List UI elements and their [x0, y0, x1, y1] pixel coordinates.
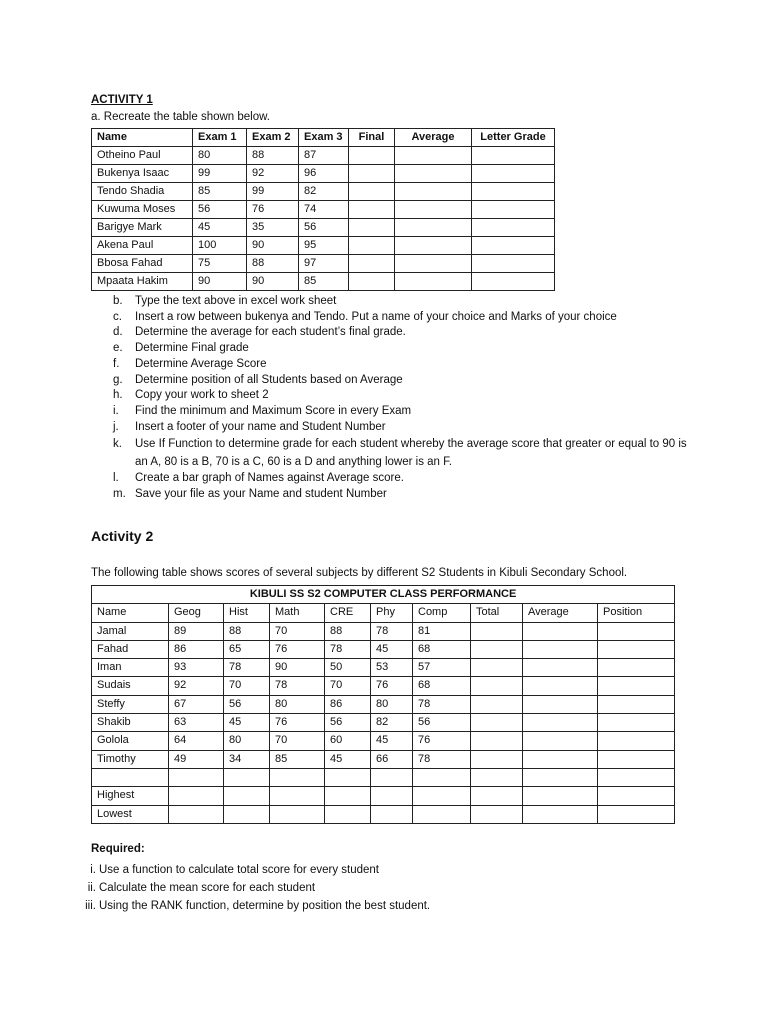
table-cell: Bukenya Isaac [92, 165, 193, 183]
table-cell [395, 255, 472, 273]
table-cell [472, 237, 555, 255]
list-item-label: c. [113, 310, 122, 323]
table-cell [523, 787, 598, 805]
table-cell: Tendo Shadia [92, 183, 193, 201]
list-item-label: i. [113, 404, 119, 417]
table-row [92, 787, 675, 805]
table-cell [472, 273, 555, 291]
table-cell [598, 659, 675, 677]
list-item-text: Insert a footer of your name and Student Number [135, 420, 386, 433]
table-cell [395, 237, 472, 255]
table-cell [523, 768, 598, 786]
table-cell: 99 [193, 165, 247, 183]
table-cell [598, 695, 675, 713]
table-cell [349, 165, 395, 183]
table-cell: 49 [169, 750, 224, 768]
list-item [91, 341, 691, 357]
list-item-label: j. [113, 420, 119, 433]
table-cell [413, 768, 471, 786]
list-item-label: k. [113, 438, 122, 451]
required-list [72, 861, 430, 915]
table-cell: Lowest [92, 805, 169, 823]
table-cell: 66 [371, 750, 413, 768]
activity1-table [91, 128, 555, 291]
list-item-label: b. [113, 295, 123, 307]
table-cell: 75 [193, 255, 247, 273]
table-cell: 53 [371, 659, 413, 677]
table-row [92, 183, 555, 201]
table-cell [598, 805, 675, 823]
table-cell [598, 768, 675, 786]
table-cell [471, 622, 523, 640]
table-cell: 78 [413, 750, 471, 768]
table-cell: 88 [224, 622, 270, 640]
list-item [72, 879, 430, 897]
table-cell: 86 [169, 640, 224, 658]
activity1-title: ACTIVITY 1 [91, 94, 153, 106]
list-item-label: f. [113, 357, 120, 370]
table-cell [349, 147, 395, 165]
table-cell [270, 787, 325, 805]
table-cell [395, 147, 472, 165]
list-item-text: Using the RANK function, determine by position the best student. [99, 900, 431, 912]
table-cell: 56 [193, 201, 247, 219]
table-cell [471, 640, 523, 658]
list-item-text: Save your file as your Name and student Number [135, 488, 387, 501]
table-cell [413, 805, 471, 823]
table-cell: 34 [224, 750, 270, 768]
table-header-row [92, 604, 675, 622]
column-header: Name [92, 129, 193, 147]
table-cell [472, 165, 555, 183]
table-cell [169, 768, 224, 786]
table-cell: 68 [413, 677, 471, 695]
table-cell: 80 [371, 695, 413, 713]
table-cell [523, 677, 598, 695]
column-header: Exam 2 [247, 129, 299, 147]
table-cell: 76 [371, 677, 413, 695]
column-header: Math [270, 604, 325, 622]
table-caption: KIBULI SS S2 COMPUTER CLASS PERFORMANCE [92, 586, 675, 604]
table-cell: 50 [325, 659, 371, 677]
table-cell [472, 201, 555, 219]
table-cell [371, 768, 413, 786]
table-cell: 96 [299, 165, 349, 183]
column-header: Exam 1 [193, 129, 247, 147]
table-cell: 92 [169, 677, 224, 695]
column-header: Name [92, 604, 169, 622]
column-header: Position [598, 604, 675, 622]
table-cell: 78 [371, 622, 413, 640]
table-cell: 97 [299, 255, 349, 273]
list-item-label: d. [113, 326, 123, 339]
table-cell: 70 [224, 677, 270, 695]
table-cell [395, 273, 472, 291]
table-cell [169, 787, 224, 805]
table-cell [325, 768, 371, 786]
table-cell: Kuwuma Moses [92, 201, 193, 219]
table-cell [371, 787, 413, 805]
column-header: Average [395, 129, 472, 147]
table-cell: 87 [299, 147, 349, 165]
list-item-text: Use a function to calculate total score for every student [99, 864, 379, 876]
table-cell: 85 [270, 750, 325, 768]
list-item-text: Determine the average for each student’s final grade. [135, 326, 406, 339]
table-cell [325, 805, 371, 823]
table-cell [472, 255, 555, 273]
table-cell: 93 [169, 659, 224, 677]
table-cell: Golola [92, 732, 169, 750]
table-cell [472, 219, 555, 237]
table-cell [523, 659, 598, 677]
table-cell: 88 [247, 255, 299, 273]
table-cell: 80 [270, 695, 325, 713]
table-cell [472, 147, 555, 165]
table-row [92, 677, 675, 695]
table-cell [598, 677, 675, 695]
column-header: Average [523, 604, 598, 622]
table-cell: 78 [413, 695, 471, 713]
table-cell: Akena Paul [92, 237, 193, 255]
table-cell: 70 [270, 622, 325, 640]
table-row [92, 622, 675, 640]
table-cell: 92 [247, 165, 299, 183]
table-cell [471, 677, 523, 695]
list-item-text: Type the text above in excel work sheet [135, 295, 337, 307]
table-cell [270, 768, 325, 786]
table-cell: 67 [169, 695, 224, 713]
table-cell: 85 [299, 273, 349, 291]
table-cell: 64 [169, 732, 224, 750]
table-cell: 78 [325, 640, 371, 658]
table-cell [598, 714, 675, 732]
table-row [92, 147, 555, 165]
table-cell: Bbosa Fahad [92, 255, 193, 273]
table-cell: Jamal [92, 622, 169, 640]
table-cell: 78 [224, 659, 270, 677]
activity1-steps [91, 294, 691, 503]
table-cell [349, 219, 395, 237]
table-cell: 80 [224, 732, 270, 750]
table-cell [471, 750, 523, 768]
list-item-label: iii. [85, 900, 96, 912]
list-item-label: l. [113, 472, 119, 485]
table-cell [523, 695, 598, 713]
table-row [92, 750, 675, 768]
column-header: CRE [325, 604, 371, 622]
table-cell: 85 [193, 183, 247, 201]
list-item-text: Determine Final grade [135, 342, 249, 355]
table-cell: 100 [193, 237, 247, 255]
table-cell: 82 [371, 714, 413, 732]
table-cell [169, 805, 224, 823]
table-cell: 76 [270, 640, 325, 658]
table-cell: Otheino Paul [92, 147, 193, 165]
column-header: Total [471, 604, 523, 622]
table-cell [224, 805, 270, 823]
table-cell [598, 750, 675, 768]
table-row [92, 273, 555, 291]
list-item [91, 388, 691, 404]
table-row [92, 732, 675, 750]
list-item-label: ii. [87, 882, 96, 894]
list-item [91, 471, 691, 487]
table-cell: 88 [247, 147, 299, 165]
table-cell: 88 [325, 622, 371, 640]
column-header: Phy [371, 604, 413, 622]
column-header: Geog [169, 604, 224, 622]
table-cell [395, 219, 472, 237]
table-row [92, 255, 555, 273]
table-cell: 56 [299, 219, 349, 237]
table-cell [471, 805, 523, 823]
table-cell: 82 [299, 183, 349, 201]
list-item-text: Copy your work to sheet 2 [135, 389, 269, 402]
table-row [92, 219, 555, 237]
table-cell [270, 805, 325, 823]
table-cell [598, 622, 675, 640]
table-cell: 76 [270, 714, 325, 732]
table-row [92, 659, 675, 677]
table-cell: 76 [413, 732, 471, 750]
table-cell: 65 [224, 640, 270, 658]
table-row [92, 201, 555, 219]
table-cell: 35 [247, 219, 299, 237]
table-cell [523, 805, 598, 823]
column-header: Comp [413, 604, 471, 622]
table-cell: 45 [193, 219, 247, 237]
table-cell [471, 787, 523, 805]
table-cell [349, 237, 395, 255]
list-item [91, 310, 691, 326]
table-cell: 86 [325, 695, 371, 713]
table-cell [523, 640, 598, 658]
table-cell: 90 [270, 659, 325, 677]
table-cell: Steffy [92, 695, 169, 713]
table-cell: 90 [193, 273, 247, 291]
activity2-table [91, 585, 675, 824]
table-cell: 68 [413, 640, 471, 658]
table-header-row [92, 129, 555, 147]
table-cell: Highest [92, 787, 169, 805]
table-cell [395, 165, 472, 183]
list-item [91, 404, 691, 420]
list-item-text: Insert a row between bukenya and Tendo. Put a name of your choice and Marks of your choice [135, 310, 617, 323]
table-cell: 56 [325, 714, 371, 732]
table-cell: Iman [92, 659, 169, 677]
list-item-label: i. [90, 864, 96, 876]
table-cell: 76 [247, 201, 299, 219]
table-cell [325, 787, 371, 805]
list-item-text: Calculate the mean score for each student [99, 882, 316, 894]
table-cell: 70 [325, 677, 371, 695]
table-cell [523, 732, 598, 750]
list-item [72, 861, 430, 879]
table-cell [472, 183, 555, 201]
table-cell [471, 768, 523, 786]
list-item [91, 373, 691, 389]
table-cell: 81 [413, 622, 471, 640]
table-cell: 89 [169, 622, 224, 640]
table-cell [598, 732, 675, 750]
table-cell [92, 768, 169, 786]
required-title: Required: [91, 843, 145, 855]
list-item-text: Determine Average Score [135, 357, 267, 370]
table-caption-row [92, 586, 675, 604]
table-cell: 78 [270, 677, 325, 695]
list-item-label: h. [113, 389, 123, 402]
table-cell: Mpaata Hakim [92, 273, 193, 291]
table-row [92, 695, 675, 713]
list-item-label: m. [113, 488, 126, 501]
table-cell [349, 273, 395, 291]
table-cell [598, 787, 675, 805]
list-item [91, 357, 691, 373]
table-cell: Timothy [92, 750, 169, 768]
table-cell: 99 [247, 183, 299, 201]
table-cell [395, 201, 472, 219]
table-row [92, 640, 675, 658]
table-row [92, 237, 555, 255]
activity2-title: Activity 2 [91, 528, 154, 544]
table-cell [471, 732, 523, 750]
table-cell [349, 201, 395, 219]
table-cell: 63 [169, 714, 224, 732]
table-cell: 56 [413, 714, 471, 732]
column-header: Hist [224, 604, 270, 622]
table-cell [471, 659, 523, 677]
table-cell: 45 [371, 732, 413, 750]
list-item-label: e. [113, 342, 123, 355]
list-item-text: Find the minimum and Maximum Score in every Exam [135, 404, 412, 417]
table-cell: 57 [413, 659, 471, 677]
list-item-text: Use If Function to determine grade for each student whereby the average score that greater or equal to 90 is an A, 80 is a B, 70 is a C, 60 is a D and anything lower is an F. [135, 438, 687, 469]
activity2-intro: The following table shows scores of several subjects by different S2 Students in Kibuli Secondary School. [91, 567, 628, 579]
table-cell [349, 183, 395, 201]
list-item [91, 487, 691, 503]
list-item-text: Create a bar graph of Names against Average score. [135, 472, 404, 485]
list-item [91, 420, 691, 436]
column-header: Letter Grade [472, 129, 555, 147]
table-cell: 45 [371, 640, 413, 658]
table-cell [224, 768, 270, 786]
table-cell [523, 622, 598, 640]
table-cell: 95 [299, 237, 349, 255]
list-item [72, 897, 430, 915]
table-cell: Sudais [92, 677, 169, 695]
table-cell [349, 255, 395, 273]
table-cell [395, 183, 472, 201]
list-item-label: g. [113, 373, 123, 386]
table-cell [371, 805, 413, 823]
table-cell: 56 [224, 695, 270, 713]
list-item [91, 435, 691, 471]
table-cell: 45 [325, 750, 371, 768]
table-cell: 60 [325, 732, 371, 750]
table-cell [523, 714, 598, 732]
column-header: Final [349, 129, 395, 147]
table-cell [523, 750, 598, 768]
table-row [92, 768, 675, 786]
table-cell: 74 [299, 201, 349, 219]
table-cell [598, 640, 675, 658]
table-cell: 80 [193, 147, 247, 165]
activity1-intro: a. Recreate the table shown below. [91, 111, 271, 123]
table-cell: 70 [270, 732, 325, 750]
table-row [92, 165, 555, 183]
table-cell: 90 [247, 237, 299, 255]
column-header: Exam 3 [299, 129, 349, 147]
table-row [92, 714, 675, 732]
table-cell [471, 714, 523, 732]
table-cell [413, 787, 471, 805]
table-row [92, 805, 675, 823]
table-cell [471, 695, 523, 713]
list-item-text: Determine position of all Students based on Average [135, 373, 403, 386]
table-cell: Barigye Mark [92, 219, 193, 237]
table-cell: 45 [224, 714, 270, 732]
table-cell [224, 787, 270, 805]
list-item [91, 325, 691, 341]
list-item [91, 294, 691, 310]
table-cell: Shakib [92, 714, 169, 732]
table-cell: Fahad [92, 640, 169, 658]
table-cell: 90 [247, 273, 299, 291]
